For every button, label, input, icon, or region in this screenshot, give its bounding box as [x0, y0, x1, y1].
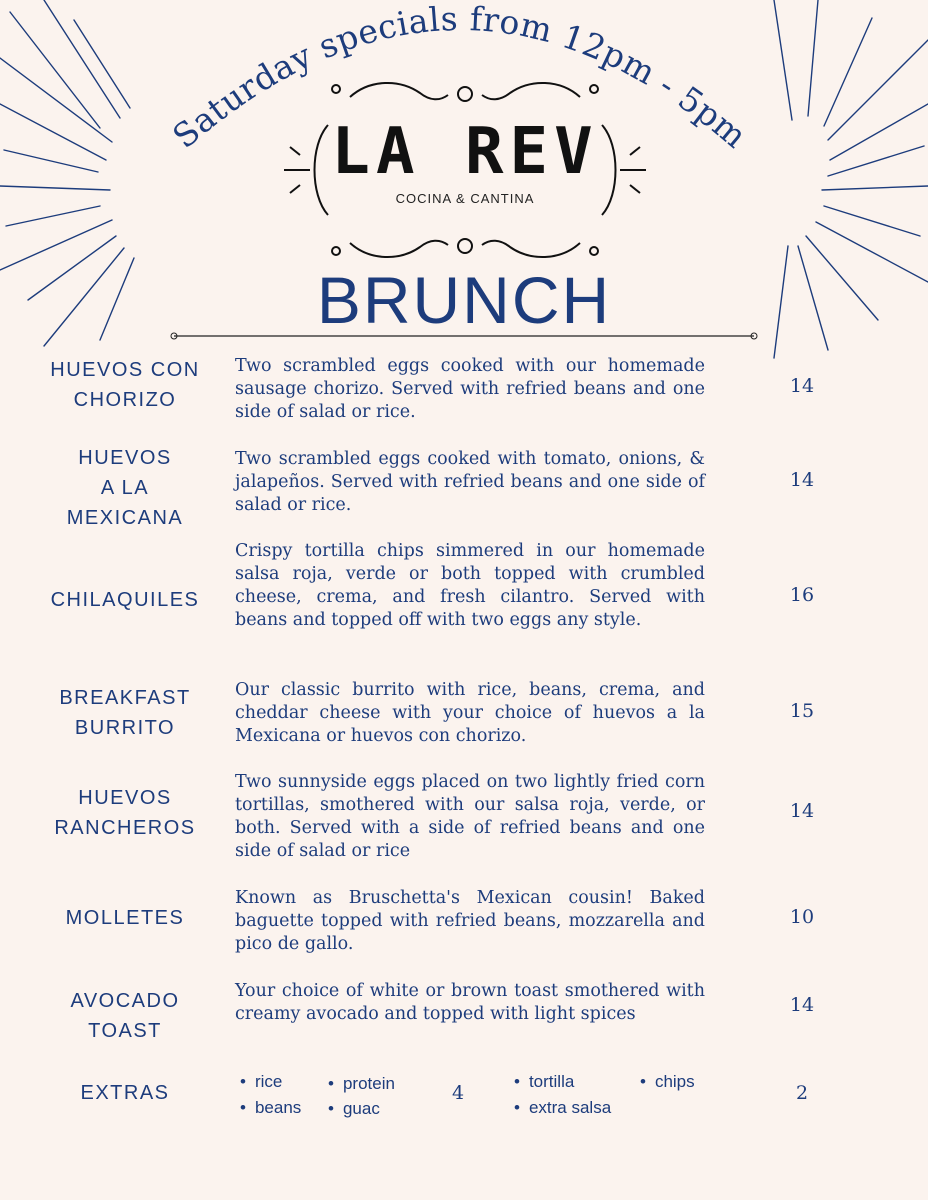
item-description: Crispy tortilla chips simmered in our homemade salsa roja, verde or both topped with crumbled cheese, crema, and fresh cilantro. Served with beans and topped off with two eggs any style. — [235, 541, 705, 630]
item-description: Known as Bruschetta's Mexican cousin! Baked baguette topped with refried beans, mozzarella and pico de gallo. — [235, 888, 705, 954]
logo-name: LA REV — [331, 115, 599, 189]
item-name: HUEVOS CON CHORIZO — [50, 359, 200, 411]
extras-group2-price: 2 — [795, 1082, 809, 1104]
item-name: BREAKFAST BURRITO — [59, 687, 191, 739]
item-price: 15 — [789, 700, 815, 722]
item-name: EXTRAS — [80, 1082, 170, 1104]
item-price: 14 — [789, 994, 815, 1016]
item-name: CHILAQUILES — [50, 589, 200, 611]
restaurant-logo — [270, 75, 660, 265]
item-name: AVOCADO TOAST — [70, 990, 180, 1042]
tagline-text: Saturday specials from 12pm - 5pm — [165, 0, 755, 156]
extra-option: • tortilla — [514, 1072, 574, 1092]
item-name: HUEVOS A LA MEXICANA — [66, 447, 184, 529]
item-description: Our classic burrito with rice, beans, crema, and cheddar cheese with your choice of huevos a la Mexicana or huevos con chorizo. — [235, 680, 705, 746]
item-name: HUEVOS RANCHEROS — [54, 787, 196, 839]
item-price: 14 — [789, 800, 815, 822]
logo-subtitle: COCINA & CANTINA — [395, 191, 535, 206]
extra-option: • extra salsa — [514, 1098, 611, 1118]
item-price: 16 — [789, 584, 815, 606]
extras-group1-price: 4 — [451, 1082, 465, 1104]
extra-option: • beans — [240, 1098, 301, 1118]
extra-option: • rice — [240, 1072, 282, 1092]
divider — [170, 331, 758, 341]
item-price: 14 — [789, 469, 815, 491]
item-description: Two scrambled eggs cooked with tomato, onions, & jalapeños. Served with refried beans and one side of salad or rice. — [235, 449, 705, 515]
item-description: Your choice of white or brown toast smothered with creamy avocado and topped with light spices — [235, 981, 705, 1024]
item-description: Two scrambled eggs cooked with our homemade sausage chorizo. Served with refried beans and one side of salad or rice. — [235, 356, 705, 422]
menu-title: BRUNCH — [316, 263, 612, 337]
item-price: 10 — [789, 906, 815, 928]
item-price: 14 — [789, 375, 815, 397]
item-description: Two sunnyside eggs placed on two lightly fried corn tortillas, smothered with our salsa roja, verde, or both. Served with a side of refried beans and one side of salad or rice — [235, 772, 705, 861]
extra-option: • chips — [640, 1072, 695, 1092]
extra-option: • guac — [328, 1099, 380, 1119]
item-name: MOLLETES — [65, 907, 185, 929]
extra-option: • protein — [328, 1074, 395, 1094]
